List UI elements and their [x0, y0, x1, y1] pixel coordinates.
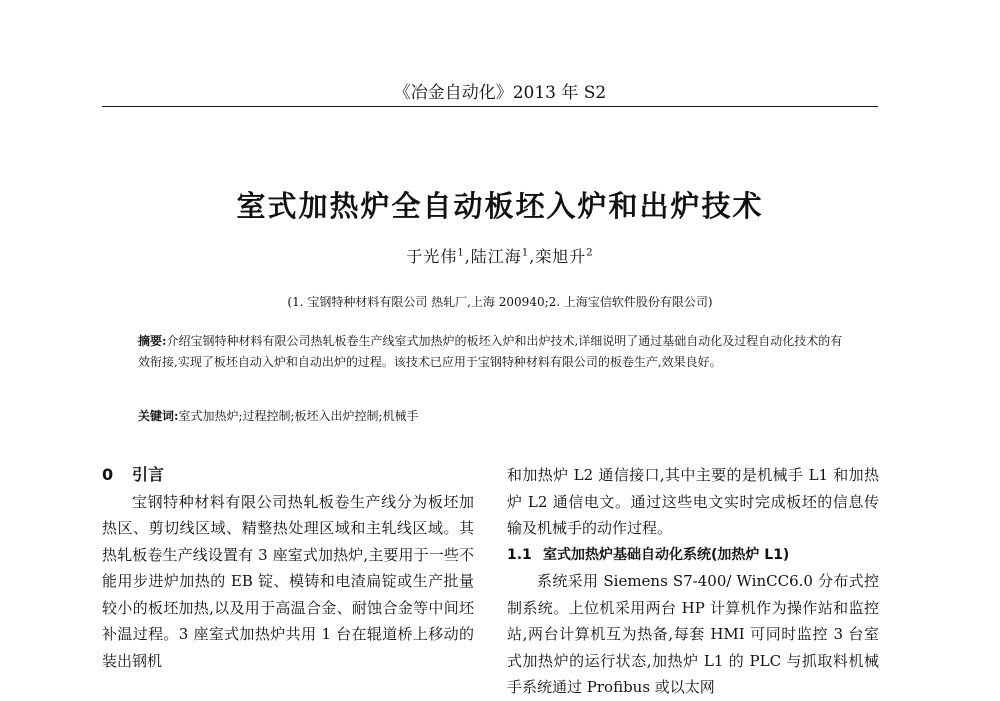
author-affil-mark: 2: [586, 247, 594, 259]
section-heading: [102, 462, 474, 489]
author-affil-mark: 1: [457, 247, 465, 259]
subsection-number: 1.1: [507, 546, 532, 563]
subsection-title: 室式加热炉基础自动化系统(加热炉 L1): [543, 546, 790, 563]
keywords-label: 关键词:: [138, 409, 179, 423]
header-rule: [102, 106, 878, 107]
subsection-heading: [507, 542, 879, 569]
author-name: 陆江海: [470, 247, 522, 266]
left-column: [102, 462, 474, 674]
section-title: 引言: [132, 465, 165, 484]
right-column: [507, 462, 879, 701]
author-affil-mark: 1: [521, 247, 530, 259]
author-name: 栾旭升: [535, 247, 587, 266]
abstract-label: 摘要:: [138, 334, 167, 348]
abstract-text: 介绍宝钢特种材料有限公司热轧板卷生产线室式加热炉的板坯入炉和出炉技术,详细说明了通过基础自动化及过程自动化技术的有效衔接,实现了板坯自动入炉和自动出炉的过程。该技术已应用于宝钢特种材料有限公司的板卷生产,效果良好。: [138, 334, 843, 369]
affiliation: (1. 宝钢特种材料有限公司 热轧厂,上海 200940;2. 上海宝信软件股份有限公司): [287, 295, 713, 309]
section-number: 0: [102, 465, 114, 484]
keywords: [138, 407, 854, 424]
author-separator: ,: [464, 247, 471, 266]
body-paragraph: 系统采用 Siemens S7-400/ WinCC6.0 分布式控制系统。上位机采用两台 HP 计算机作为操作站和监控站,两台计算机互为热备,每套 HMI 可同时监控 3 台室式加热炉的运行状态,加热炉 L1 的 PLC 与抓取料机械手系统通过 Profibus 或以太网: [507, 572, 879, 696]
keywords-text: 室式加热炉;过程控制;板坯入出炉控制;机械手: [178, 409, 419, 423]
body-paragraph: 宝钢特种材料有限公司热轧板卷生产线分为板坯加热区、剪切线区域、精整热处理区域和主轧线区域。其热轧板卷生产线设置有 3 座室式加热炉,主要用于一些不能用步进炉加热的 EB 锭、模铸和电渣扁锭或生产批量较小的板坯加热,以及用于高温合金、耐蚀合金等中间坯补温过程。3 座室式加热炉共用 1 台在辊道桥上移动的装出钢机: [102, 492, 474, 670]
abstract: [138, 331, 854, 373]
paper-title: 室式加热炉全自动板坯入炉和出炉技术: [236, 189, 764, 223]
body-paragraph: 和加热炉 L2 通信接口,其中主要的是机械手 L1 和加热炉 L2 通信电文。通过这些电文实时完成板坯的信息传输及机械手的动作过程。: [507, 466, 879, 537]
journal-header: 《冶金自动化》2013 年 S2: [393, 83, 607, 103]
author-separator: ,: [529, 247, 536, 266]
author-list: [0, 244, 1000, 267]
author-name: 于光伟: [406, 247, 458, 266]
